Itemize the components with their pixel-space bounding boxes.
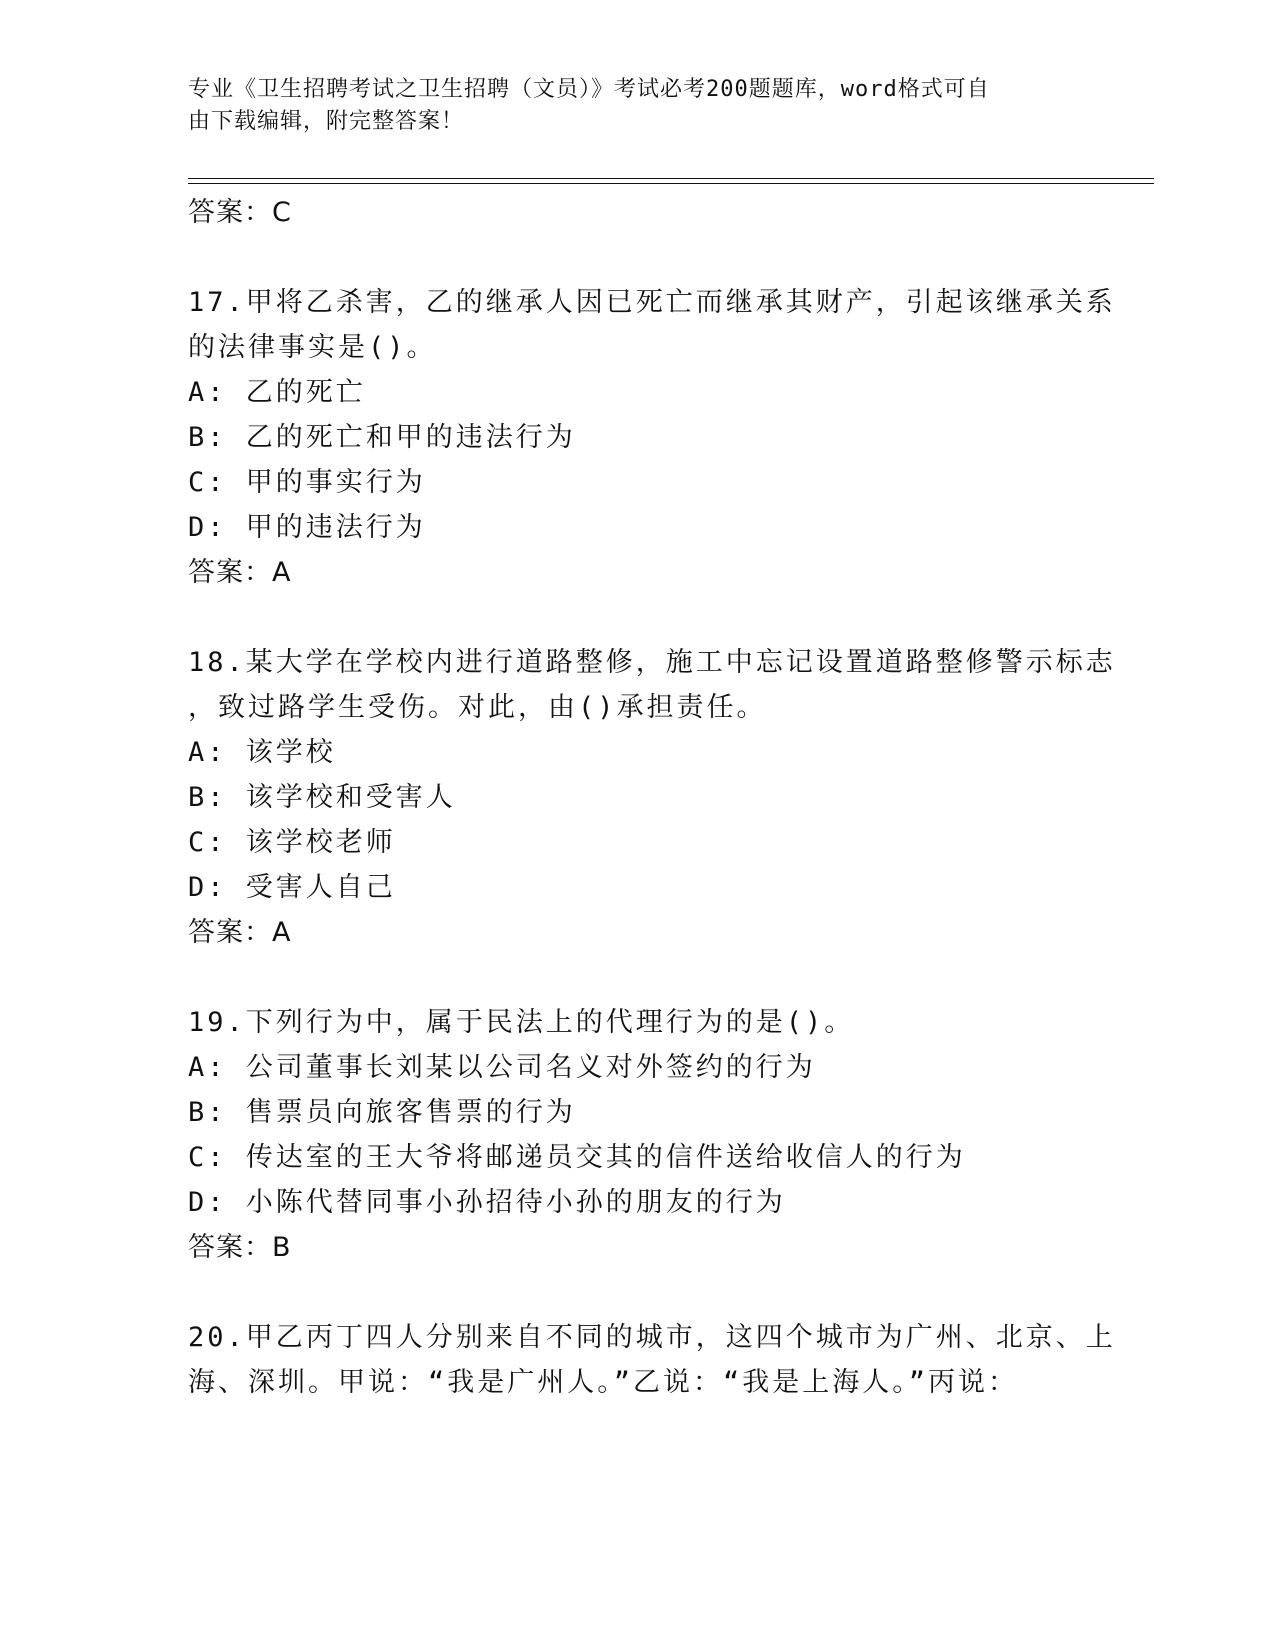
- question-19: [188, 1000, 1088, 1270]
- question-stem: 的法律事实是()。: [188, 332, 437, 363]
- previous-answer: 答案：C: [188, 197, 292, 228]
- option-a: A: 乙的死亡: [188, 377, 366, 408]
- question-stem: 18.某大学在学校内进行道路整修，施工中忘记设置道路整修警示标志: [188, 647, 1116, 678]
- spacer: [188, 235, 1088, 280]
- spacer: [188, 595, 1088, 640]
- document-header: [188, 74, 1068, 138]
- answer: 答案：A: [188, 917, 292, 948]
- option-b: B: 乙的死亡和甲的违法行为: [188, 422, 576, 453]
- header-rule-top: [188, 178, 1154, 179]
- option-a: A: 该学校: [188, 737, 336, 768]
- question-20: [188, 1315, 1116, 1405]
- option-d: D: 甲的违法行为: [188, 512, 426, 543]
- answer: 答案：A: [188, 557, 292, 588]
- header-line-1: 专业《卫生招聘考试之卫生招聘（文员）》考试必考200题题库，word格式可自: [188, 77, 990, 102]
- question-stem: 17.甲将乙杀害，乙的继承人因已死亡而继承其财产，引起该继承关系: [188, 287, 1116, 318]
- question-stem: 海、深圳。甲说：“我是广州人。”乙说：“我是上海人。”丙说：: [188, 1367, 1019, 1398]
- question-18: [188, 640, 1116, 955]
- question-17: [188, 280, 1116, 595]
- header-rule-bottom: [188, 183, 1154, 184]
- question-content: [188, 190, 1116, 1405]
- answer: 答案：B: [188, 1232, 292, 1263]
- option-c: C: 该学校老师: [188, 827, 396, 858]
- option-c: C: 传达室的王大爷将邮递员交其的信件送给收信人的行为: [188, 1142, 966, 1173]
- question-stem: ，致过路学生受伤。对此，由()承担责任。: [188, 692, 767, 723]
- option-b: B: 该学校和受害人: [188, 782, 456, 813]
- question-stem: 19.下列行为中，属于民法上的代理行为的是()。: [188, 1007, 855, 1038]
- spacer: [188, 955, 1088, 1000]
- option-a: A: 公司董事长刘某以公司名义对外签约的行为: [188, 1052, 816, 1083]
- option-b: B: 售票员向旅客售票的行为: [188, 1097, 576, 1128]
- option-d: D: 受害人自己: [188, 872, 396, 903]
- option-d: D: 小陈代替同事小孙招待小孙的朋友的行为: [188, 1187, 786, 1218]
- header-line-2: 由下载编辑，附完整答案！: [188, 109, 465, 134]
- spacer: [188, 1270, 1088, 1315]
- question-stem: 20.甲乙丙丁四人分别来自不同的城市，这四个城市为广州、北京、上: [188, 1322, 1116, 1353]
- option-c: C: 甲的事实行为: [188, 467, 426, 498]
